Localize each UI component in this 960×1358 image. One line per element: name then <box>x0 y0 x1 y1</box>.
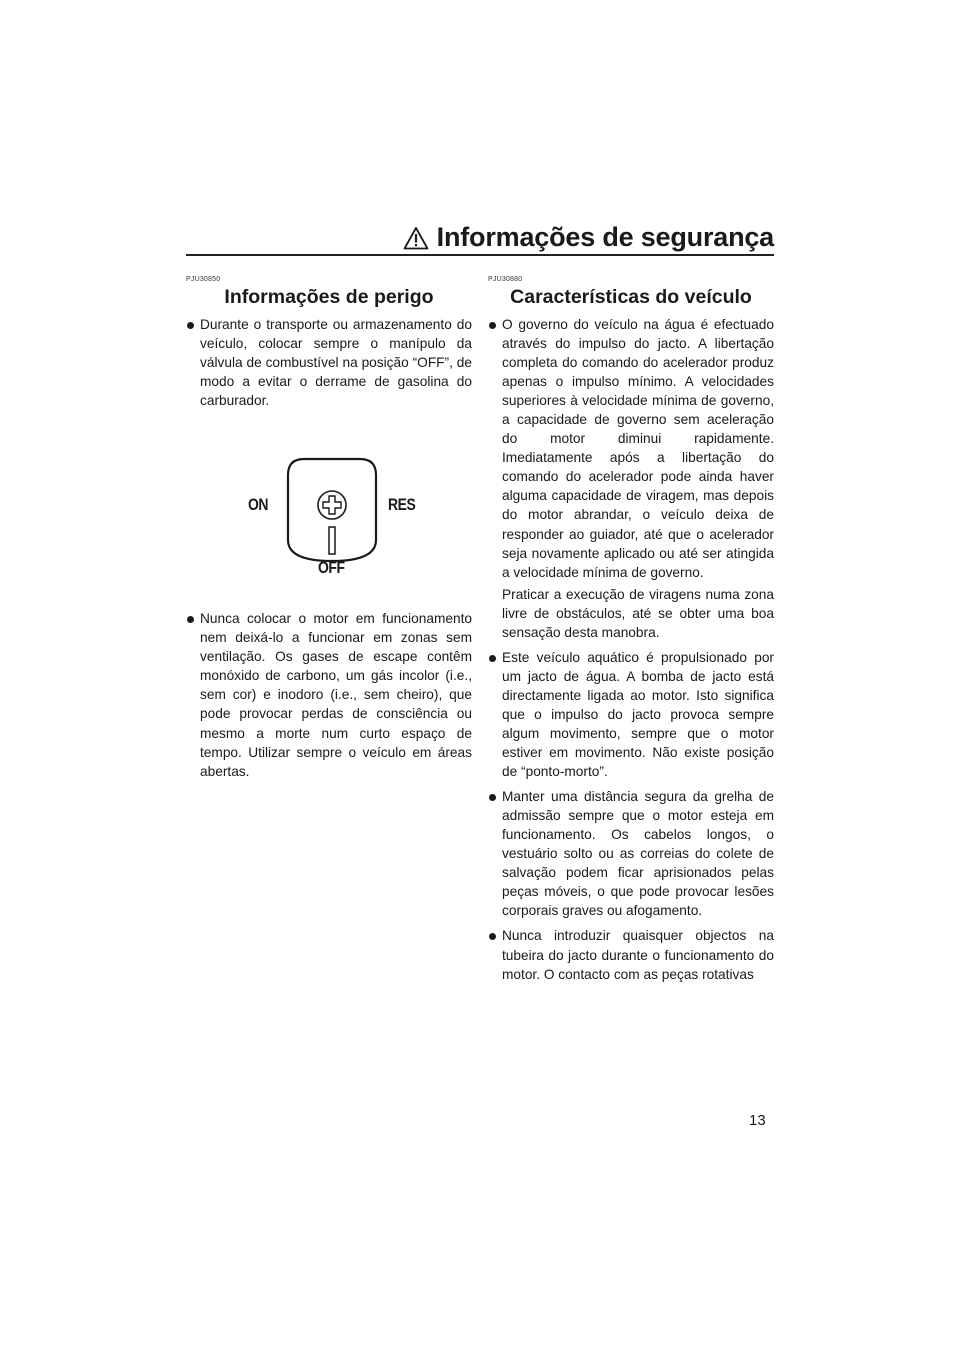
bullet-icon <box>489 933 496 940</box>
paragraph: Este veículo aquático é propulsionado por um jacto de água. A bomba de jacto está directamente ligada ao motor. Isto significa que o impulso do jacto provoca sempre algum movimento, sempre que o motor estiver em movimento. Não existe posição de “ponto-morto”. <box>502 649 774 780</box>
list-item <box>488 315 774 642</box>
fuel-valve-off-label: OFF <box>318 558 345 578</box>
section-title: Informações de perigo <box>224 286 434 308</box>
list-item <box>488 787 774 920</box>
list-item <box>186 315 472 410</box>
list-item <box>488 926 774 983</box>
paragraph: O governo do veículo na água é efectuado através do impulso do jacto. A libertação completa do comando do acelerador produz apenas o impulso mínimo. A velocidades superiores à velocidade mínima de governo, a capacidade de governo sem aceleração do motor diminui rapidamente. Imediatamente após a libertação do comando do acelerador pode ainda haver alguma capacidade de viragem, mas depois do motor abrandar, o veículo deixa de responder ao guiador, até que o acelerador seja novamente aplicado ou até ser atingida a velocidade mínima de governo. <box>502 317 774 580</box>
page-header-title: Informações de segurança <box>436 222 774 252</box>
fuel-valve-figure <box>186 435 472 592</box>
section-code: PJU30850 <box>186 276 221 283</box>
header-rule <box>186 254 774 256</box>
fuel-valve-on-label: ON <box>248 495 269 515</box>
fuel-valve-res-label: RES <box>388 495 416 515</box>
list-item <box>186 609 472 780</box>
left-column <box>186 276 472 781</box>
warning-triangle-icon <box>403 226 429 250</box>
list-item <box>488 648 774 781</box>
bullet-icon <box>489 322 496 329</box>
right-column <box>488 276 774 984</box>
paragraph: Durante o transporte ou armazenamento do veículo, colocar sempre o manípulo da válvula de combustível na posição “OFF”, de modo a evitar o derrame de gasolina do carburador. <box>200 317 472 409</box>
bullet-icon <box>187 616 194 623</box>
paragraph: Praticar a execução de viragens numa zona livre de obstáculos, até se obter uma boa sensação desta manobra. <box>502 586 774 640</box>
paragraph: Manter uma distância segura da grelha de admissão sempre que o motor esteja em funcionamento. Os cabelos longos, o vestuário solto ou as correias do colete de salvação podem ficar aprisionados pelas peças móveis, o que pode provocar lesões corporais graves ou afogamento. <box>502 789 774 919</box>
paragraph: Nunca colocar o motor em funcionamento nem deixá-lo a funcionar em zonas sem ventilação. Os gases de escape contêm monóxido de carbono, um gás incolor (i.e., sem cor) e inodoro (i.e., sem cheiro), que pode provocar perdas de consciência ou mesmo a morte num curto espaço de tempo. Utilizar sempre o veículo em áreas abertas. <box>200 611 472 779</box>
page-number: 13 <box>749 1112 766 1129</box>
section-code: PJU30880 <box>488 276 523 283</box>
paragraph: Nunca introduzir quaisquer objectos na tubeira do jacto durante o funcionamento do motor. O contacto com as peças rotativas <box>502 928 774 982</box>
bullet-icon <box>489 794 496 801</box>
bullet-icon <box>187 322 194 329</box>
bullet-icon <box>489 655 496 662</box>
page-header <box>186 222 774 253</box>
section-title: Características do veículo <box>510 286 752 308</box>
